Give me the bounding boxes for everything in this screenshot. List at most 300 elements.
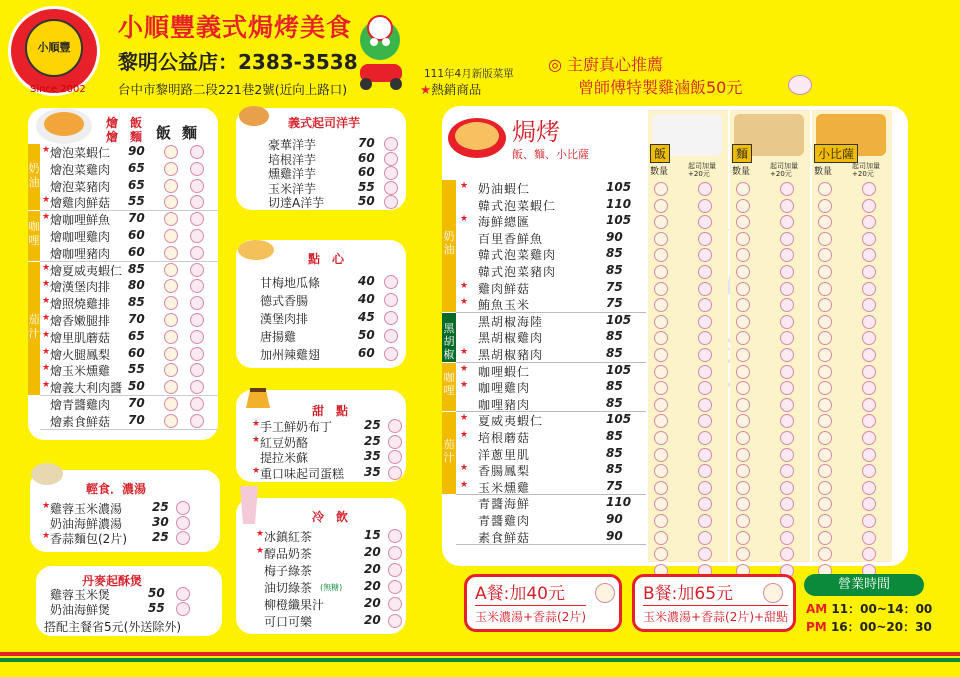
menu-item-price: 60 (128, 244, 145, 259)
sidebar-label: 茄汁 (442, 412, 456, 494)
qty-checkbox[interactable] (654, 265, 668, 279)
menu-item-name: 可口可樂 (264, 615, 313, 629)
qty-checkbox[interactable] (654, 431, 668, 445)
qty-checkbox[interactable] (818, 448, 832, 462)
menu-item-price: 40 (358, 292, 375, 306)
cheese-checkbox[interactable] (862, 348, 876, 362)
rice-checkbox[interactable] (164, 246, 178, 260)
hot-star-icon: ★ (252, 465, 261, 476)
cheese-checkbox[interactable] (862, 265, 876, 279)
menu-item-name: 燴泡菜蝦仁 (50, 146, 111, 160)
menu-item-price: 35 (364, 449, 381, 463)
cheese-checkbox[interactable] (780, 265, 794, 279)
light-card (30, 470, 220, 552)
item-checkbox[interactable] (384, 311, 398, 325)
menu-item-price: 110 (606, 495, 632, 510)
special-checkbox[interactable] (788, 75, 812, 95)
rice-checkbox[interactable] (164, 263, 178, 277)
item-checkbox[interactable] (384, 152, 398, 166)
menu-item-name: 黑胡椒豬肉 (478, 348, 544, 362)
gratin-title: 焗烤 (512, 118, 560, 146)
cheese-checkbox[interactable] (698, 448, 712, 462)
qty-checkbox[interactable] (736, 232, 750, 246)
item-checkbox[interactable] (384, 166, 398, 180)
cheese-checkbox[interactable] (698, 232, 712, 246)
menu-item-price: 80 (128, 278, 145, 293)
menu-item-name: 雞蓉玉米煲 (50, 588, 111, 602)
menu-item-price: 65 (128, 177, 145, 192)
item-checkbox[interactable] (176, 587, 190, 601)
menu-item-price: 30 (152, 515, 169, 529)
noodle-checkbox[interactable] (190, 397, 204, 411)
item-checkbox[interactable] (384, 293, 398, 307)
qty-checkbox[interactable] (654, 182, 668, 196)
cheese-checkbox[interactable] (862, 365, 876, 379)
qty-checkbox[interactable] (736, 531, 750, 545)
pudding-icon (238, 382, 278, 412)
hot-star-icon: ★ (42, 329, 51, 340)
menu-item-price: 65 (128, 160, 145, 175)
snack-card (236, 240, 406, 368)
menu-item-price: 55 (128, 194, 145, 209)
item-checkbox[interactable] (384, 347, 398, 361)
brand-logo (8, 6, 100, 96)
menu-item-price: 35 (364, 464, 381, 479)
noodle-checkbox[interactable] (190, 363, 204, 377)
qty-checkbox[interactable] (818, 514, 832, 528)
rice-checkbox[interactable] (164, 229, 178, 243)
item-checkbox[interactable] (388, 435, 402, 449)
menu-item-price: 60 (128, 228, 145, 242)
qty-label: 數量 (732, 167, 751, 177)
noodle-checkbox[interactable] (190, 347, 204, 361)
cheese-checkbox[interactable] (698, 398, 712, 412)
cheese-checkbox[interactable] (862, 315, 876, 329)
qty-checkbox[interactable] (736, 448, 750, 462)
menu-item-price: 85 (606, 395, 623, 410)
hot-star-icon: ★ (42, 363, 51, 374)
cheese-checkbox[interactable] (780, 448, 794, 462)
qty-checkbox[interactable] (654, 365, 668, 379)
menu-item-name: 紅豆奶酪 (260, 435, 309, 450)
menu-item-name: 青醬海鮮 (478, 497, 531, 512)
gratin-column-label: 小比薩 (814, 144, 858, 163)
noodle-checkbox[interactable] (190, 380, 204, 394)
menu-item-price: 20 (364, 545, 381, 559)
cheese-checkbox[interactable] (698, 481, 712, 495)
cheese-checkbox[interactable] (780, 282, 794, 296)
menu-item-name: 燴泡菜雞肉 (50, 162, 111, 177)
menu-item-name: 香蒜麵包(2片) (50, 532, 127, 546)
cheese-checkbox[interactable] (698, 315, 712, 329)
menu-item-price: 85 (606, 445, 623, 460)
menu-item-name: 雞肉鮮菇 (478, 281, 531, 296)
menu-item-price: 25 (152, 500, 169, 514)
hot-legend-label: 熱銷商品 (431, 82, 482, 97)
item-checkbox[interactable] (384, 275, 398, 289)
qty-checkbox[interactable] (736, 398, 750, 412)
rice-checkbox[interactable] (164, 414, 178, 428)
hot-star-icon: ★ (42, 346, 51, 357)
hot-star-icon: ★ (42, 501, 51, 511)
menu-item-name: 奶油海鮮濃湯 (50, 517, 123, 531)
rice-checkbox[interactable] (164, 313, 178, 327)
menu-item-name: 奶油海鮮煲 (50, 603, 111, 617)
rice-checkbox[interactable] (164, 330, 178, 344)
menu-item-name: 玉米洋芋 (268, 181, 317, 196)
hot-star-icon: ★ (460, 181, 469, 191)
qty-checkbox[interactable] (818, 265, 832, 279)
menu-item-price: 70 (128, 412, 145, 427)
menu-item-name: 油切綠茶 (264, 581, 313, 595)
cheese-checkbox[interactable] (780, 199, 794, 213)
menu-item-name: 燴玉米燻雞 (50, 364, 111, 379)
qty-checkbox[interactable] (654, 348, 668, 362)
menu-item-name: 夏威夷蝦仁 (478, 414, 544, 429)
soup-bowl-icon (30, 460, 64, 488)
qty-checkbox[interactable] (818, 282, 832, 296)
menu-item-note: (無糖) (320, 583, 343, 592)
menu-item-price: 75 (606, 296, 623, 311)
item-checkbox[interactable] (176, 602, 190, 616)
menu-item-name: 奶油蝦仁 (478, 182, 531, 196)
noodle-checkbox[interactable] (190, 162, 204, 176)
menu-item-name: 韓式泡菜蝦仁 (478, 198, 557, 213)
hot-star-icon: ★ (460, 380, 469, 391)
menu-item-price: 90 (606, 528, 623, 543)
item-checkbox[interactable] (388, 529, 402, 543)
rice-checkbox[interactable] (164, 347, 178, 361)
menu-item-price: 20 (364, 562, 381, 576)
cheese-checkbox[interactable] (698, 431, 712, 445)
menu-item-name: 手工鮮奶布丁 (260, 420, 333, 434)
qty-checkbox[interactable] (736, 199, 750, 213)
menu-item-name: 燴香嫩腿排 (50, 314, 111, 328)
cheese-checkbox[interactable] (698, 182, 712, 196)
menu-item-price: 105 (606, 312, 632, 327)
menu-item-name: 燴夏威夷蝦仁 (50, 263, 123, 278)
menu-item-price: 85 (128, 295, 145, 310)
cheese-checkbox[interactable] (862, 514, 876, 528)
qty-checkbox[interactable] (818, 232, 832, 246)
hot-star-icon: ★ (42, 380, 51, 391)
drink-title: 冷 飲 (312, 510, 349, 524)
mascot-icon (350, 12, 412, 92)
menu-item-price: 50 (358, 328, 375, 342)
cheese-label: 起司加量+20元 (852, 162, 880, 178)
cheese-checkbox[interactable] (780, 531, 794, 545)
menu-item-name: 燴咖哩豬肉 (50, 246, 111, 261)
hot-star-icon: ★ (460, 479, 469, 490)
menu-item-price: 85 (606, 379, 623, 394)
cheese-checkbox[interactable] (862, 282, 876, 296)
hot-star-icon: ★ (42, 262, 51, 273)
noodle-checkbox[interactable] (190, 246, 204, 260)
cheese-checkbox[interactable] (862, 481, 876, 495)
menu-item-name: 冰鎮紅茶 (264, 530, 313, 544)
qty-checkbox[interactable] (736, 348, 750, 362)
item-checkbox[interactable] (388, 563, 402, 577)
hot-star-icon: ★ (256, 546, 265, 556)
menu-item-name: 韓式泡菜豬肉 (478, 265, 557, 279)
cheese-checkbox[interactable] (780, 348, 794, 362)
danish-card (36, 566, 222, 636)
noodle-checkbox[interactable] (190, 330, 204, 344)
qty-checkbox[interactable] (654, 531, 668, 545)
qty-checkbox[interactable] (818, 481, 832, 495)
qty-checkbox[interactable] (818, 431, 832, 445)
menu-item-price: 70 (128, 312, 145, 326)
menu-item-name: 德式香腸 (260, 294, 309, 308)
item-checkbox[interactable] (388, 580, 402, 594)
noodle-checkbox[interactable] (190, 229, 204, 243)
menu-item-price: 105 (606, 180, 632, 194)
cheese-checkbox[interactable] (862, 431, 876, 445)
menu-item-price: 90 (128, 144, 145, 158)
combo-a[interactable] (464, 574, 622, 632)
logo-text: 小順豐 (25, 19, 83, 77)
qty-checkbox[interactable] (654, 481, 668, 495)
noodle-checkbox[interactable] (190, 296, 204, 310)
menu-item-name: 燴泡菜豬肉 (50, 179, 111, 194)
rice-checkbox[interactable] (164, 145, 178, 159)
item-checkbox[interactable] (388, 466, 402, 480)
hot-star-icon: ★ (252, 434, 261, 445)
combo-a-desc: 玉米濃湯+香蒜(2片) (475, 605, 586, 625)
sidebar-label: 茄汁 (28, 262, 40, 395)
rice-noodle-card (28, 108, 218, 440)
qty-label: 數量 (650, 167, 669, 177)
qty-checkbox[interactable] (736, 315, 750, 329)
rice-checkbox[interactable] (164, 279, 178, 293)
item-checkbox[interactable] (388, 614, 402, 628)
qty-checkbox[interactable] (736, 481, 750, 495)
noodle-checkbox[interactable] (190, 313, 204, 327)
menu-item-price: 85 (606, 462, 623, 477)
combo-a-head: A餐:加40元 (475, 584, 565, 604)
gratin-column-label: 飯 (650, 144, 670, 163)
menu-item-name: 鮪魚玉米 (478, 298, 531, 313)
menu-item-name: 素食鮮菇 (478, 530, 531, 545)
menu-item-price: 15 (364, 528, 381, 542)
cheese-checkbox[interactable] (862, 232, 876, 246)
qty-checkbox[interactable] (654, 282, 668, 296)
qty-checkbox[interactable] (818, 199, 832, 213)
combo-a-checkbox[interactable] (595, 583, 615, 603)
hot-star-icon: ★ (460, 280, 469, 291)
qty-checkbox[interactable] (654, 514, 668, 528)
menu-item-price: 85 (606, 346, 623, 360)
qty-checkbox[interactable] (736, 182, 750, 196)
sidebar-label: 咖哩 (442, 363, 456, 412)
rice-checkbox[interactable] (164, 195, 178, 209)
menu-item-name: 梅子綠茶 (264, 564, 313, 578)
qty-checkbox[interactable] (818, 315, 832, 329)
cheese-checkbox[interactable] (698, 282, 712, 296)
chef-recommend: ◎ 主廚真心推薦 (548, 55, 664, 74)
rice-checkbox[interactable] (164, 212, 178, 226)
combo-b-desc: 玉米濃湯+香蒜(2片)+甜點 (643, 605, 788, 625)
qty-checkbox[interactable] (736, 282, 750, 296)
rice-checkbox[interactable] (164, 296, 178, 310)
menu-item-name: 醇品奶茶 (264, 547, 313, 561)
qty-checkbox[interactable] (818, 182, 832, 196)
cheese-checkbox[interactable] (698, 365, 712, 379)
qty-checkbox[interactable] (736, 365, 750, 379)
item-checkbox[interactable] (388, 597, 402, 611)
gratin-card (442, 106, 908, 566)
gratin-column-label: 麵 (732, 144, 752, 163)
rice-checkbox[interactable] (164, 179, 178, 193)
row-divider (456, 544, 646, 545)
item-checkbox[interactable] (384, 181, 398, 195)
item-checkbox[interactable] (176, 501, 190, 515)
item-checkbox[interactable] (176, 531, 190, 545)
menu-item-price: 55 (148, 601, 165, 615)
qty-checkbox[interactable] (736, 265, 750, 279)
noodle-column-header: 麵 (182, 124, 198, 142)
cheese-checkbox[interactable] (698, 531, 712, 545)
am-label: AM (806, 602, 828, 616)
noodle-checkbox[interactable] (190, 145, 204, 159)
item-checkbox[interactable] (384, 329, 398, 343)
rice-checkbox[interactable] (164, 363, 178, 377)
menu-item-price: 105 (606, 412, 632, 427)
cheese-checkbox[interactable] (780, 315, 794, 329)
qty-checkbox[interactable] (736, 514, 750, 528)
menu-item-name: 燻雞洋芋 (268, 167, 317, 181)
noodle-checkbox[interactable] (190, 263, 204, 277)
cheese-label: 起司加量+20元 (688, 162, 716, 178)
menu-item-price: 60 (358, 150, 375, 165)
cheese-checkbox[interactable] (780, 398, 794, 412)
noodle-checkbox[interactable] (190, 179, 204, 193)
cheese-checkbox[interactable] (780, 514, 794, 528)
cheese-checkbox[interactable] (780, 365, 794, 379)
item-checkbox[interactable] (176, 516, 190, 530)
menu-item-name: 海鮮總匯 (478, 215, 531, 230)
hot-star-icon: ★ (460, 214, 469, 225)
menu-item-price: 105 (606, 213, 632, 228)
hours-am (806, 600, 932, 617)
rice-column-header: 飯 (156, 124, 172, 142)
menu-item-price: 75 (606, 279, 623, 294)
qty-checkbox[interactable] (654, 398, 668, 412)
restaurant-title: 小順豐義式焗烤美食 (118, 13, 353, 42)
hot-star-icon: ★ (460, 347, 469, 357)
qty-checkbox[interactable] (736, 431, 750, 445)
menu-item-price: 60 (358, 165, 375, 179)
menu-item-price: 25 (364, 418, 381, 432)
rice-checkbox[interactable] (164, 162, 178, 176)
hot-star-icon: ★ (460, 413, 469, 424)
rice-checkbox[interactable] (164, 380, 178, 394)
menu-item-name: 燴里肌蘑菇 (50, 330, 111, 345)
menu-item-price: 55 (358, 179, 375, 194)
cheese-checkbox[interactable] (780, 182, 794, 196)
item-checkbox[interactable] (388, 450, 402, 464)
hours-title: 營業時間 (804, 574, 924, 596)
hot-star-icon: ★ (42, 145, 51, 155)
item-checkbox[interactable] (388, 546, 402, 560)
potato-dish-icon (238, 102, 270, 128)
red-stripe (0, 652, 960, 656)
menu-item-name: 培根洋芋 (268, 152, 317, 167)
qty-checkbox[interactable] (818, 398, 832, 412)
menu-item-name: 柳橙纖果汁 (264, 598, 325, 612)
qty-checkbox[interactable] (654, 199, 668, 213)
combo-b[interactable] (632, 574, 796, 632)
rice-checkbox[interactable] (164, 397, 178, 411)
qty-checkbox[interactable] (818, 348, 832, 362)
cheese-checkbox[interactable] (780, 232, 794, 246)
hot-star-icon: ★ (460, 463, 469, 474)
cheese-checkbox[interactable] (862, 182, 876, 196)
cheese-checkbox[interactable] (698, 199, 712, 213)
green-stripe (0, 658, 960, 662)
qty-checkbox[interactable] (654, 315, 668, 329)
hot-star-icon: ★ (420, 82, 432, 97)
snack-title: 點 心 (308, 252, 345, 266)
item-checkbox[interactable] (384, 195, 398, 209)
rice-heading: 燴 飯 (106, 116, 143, 130)
cheese-checkbox[interactable] (862, 531, 876, 545)
noodle-checkbox[interactable] (190, 195, 204, 209)
noodle-checkbox[interactable] (190, 279, 204, 293)
qty-checkbox[interactable] (818, 531, 832, 545)
menu-item-name: 黑胡椒雞肉 (478, 331, 544, 346)
hot-star-icon: ★ (460, 430, 469, 440)
cheese-checkbox[interactable] (698, 348, 712, 362)
item-checkbox[interactable] (388, 419, 402, 433)
cheese-checkbox[interactable] (862, 398, 876, 412)
gratin-subtitle: 飯、麵、小比薩 (512, 148, 589, 161)
menu-item-name: 豪華洋芋 (268, 138, 317, 152)
menu-item-name: 切達A洋芋 (268, 196, 325, 210)
hot-star-icon: ★ (460, 297, 469, 308)
menu-item-price: 20 (364, 596, 381, 610)
menu-item-price: 85 (606, 263, 623, 277)
cheese-checkbox[interactable] (698, 514, 712, 528)
menu-item-price: 20 (364, 579, 381, 593)
branch-phone: 黎明公益店：2383-3538 (118, 50, 358, 74)
cheese-checkbox[interactable] (862, 199, 876, 213)
menu-item-name: 加州辣雞翅 (260, 348, 321, 362)
noodle-checkbox[interactable] (190, 414, 204, 428)
qty-checkbox[interactable] (818, 365, 832, 379)
menu-item-name: 雞蓉玉米濃湯 (50, 502, 123, 516)
qty-checkbox[interactable] (654, 232, 668, 246)
qty-checkbox[interactable] (654, 448, 668, 462)
menu-item-name: 玉米燻雞 (478, 480, 531, 495)
menu-item-price: 65 (128, 328, 145, 343)
dessert-card (236, 390, 406, 482)
cheese-checkbox[interactable] (780, 481, 794, 495)
item-checkbox[interactable] (384, 137, 398, 151)
cheese-checkbox[interactable] (862, 448, 876, 462)
special-dish: 曾師傅特製雞滷飯50元 (578, 78, 743, 97)
noodle-checkbox[interactable] (190, 212, 204, 226)
menu-item-name: 漢堡肉排 (260, 312, 309, 326)
menu-item-price: 20 (364, 613, 381, 627)
sidebar-label: 奶油 (442, 180, 456, 312)
cheese-checkbox[interactable] (698, 265, 712, 279)
cheese-checkbox[interactable] (780, 431, 794, 445)
menu-item-name: 黑胡椒海陸 (478, 314, 544, 329)
hot-star-icon: ★ (42, 313, 51, 323)
hot-star-icon: ★ (42, 531, 51, 541)
combo-b-checkbox[interactable] (763, 583, 783, 603)
